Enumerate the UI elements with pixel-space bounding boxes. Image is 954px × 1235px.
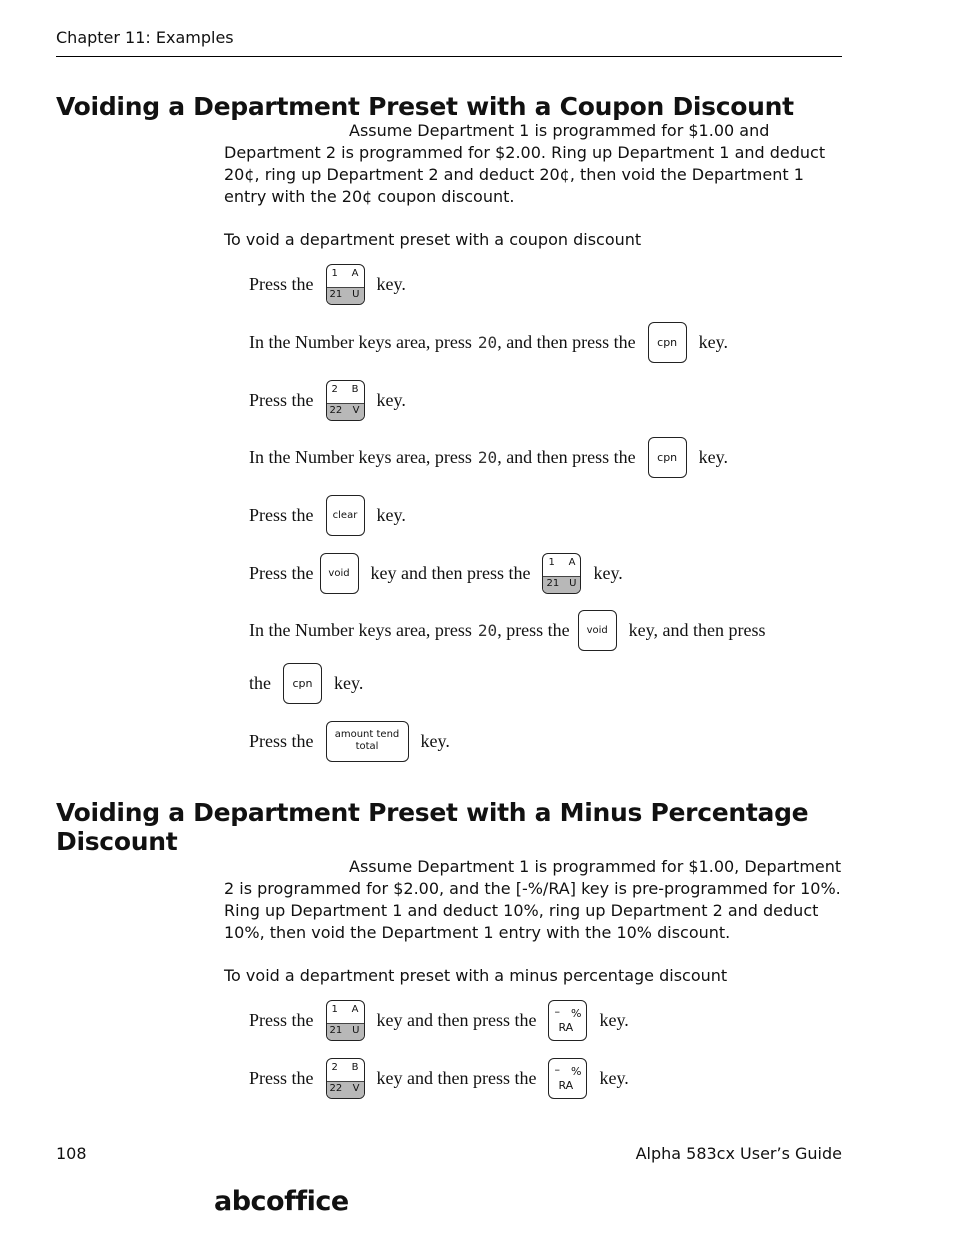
intro-first-line: Assume Department 1 is programmed for $1.00 and [349,121,770,140]
running-header: Chapter 11: Examples [56,28,234,47]
section-intro-coupon [224,120,842,208]
cpn-key: cpn [283,663,322,704]
minus-percent-ra-key: – % RA [548,1000,587,1041]
step-press-dept1: Press the 1 A 21 U key. [249,261,406,307]
header-rule [56,56,842,57]
dept1-key: 1 A 21 U [326,264,365,305]
step-number-void-cont: the cpn key. [249,660,363,706]
step-void-dept1: Press the void key and then press the 1 A 21 U key. [249,550,623,596]
number-value: 20 [477,620,498,640]
dept2-key: 2 B 22 V [326,380,365,421]
cpn-key: cpn [648,437,687,478]
procedure-lead-coupon: To void a department preset with a coupon discount [224,230,642,249]
step-number-void: In the Number keys area, press 20 , press the void key, and then press [249,607,765,653]
clear-key: clear [326,495,365,536]
number-value: 20 [477,447,498,467]
section-intro-percentage [224,856,842,944]
brand-logo: abcoffice [214,1186,349,1217]
step-press-dept2: Press the 2 B 22 V key. [249,377,406,423]
step-press-clear: Press the clear key. [249,492,406,538]
step-number-cpn-1: In the Number keys area, press 20 , and then press the cpn key. [249,319,728,365]
dept1-key: 1 A 21 U [326,1000,365,1041]
procedure-lead-percentage: To void a department preset with a minus percentage discount [224,966,728,985]
dept1-key: 1 A 21 U [542,553,581,594]
intro-rest: Department 2 is programmed for $2.00. Ring up Department 1 and deduct 20¢, ring up Department 2 and deduct 20¢, then void the Department 1 entry with the 20¢ coupon discount. [224,143,826,206]
intro-rest: is programmed for $2.00, and the [-%/RA] key is pre-programmed for 10%. Ring up Department 1 and deduct 10%, ring up Department 2 and deduct 10%, then void the Department 1 entry with the 10% discount. [224,879,841,942]
number-value: 20 [477,332,498,352]
step-amount-tend: Press the amount tend total key. [249,718,450,764]
section-title-percentage: Voiding a Department Preset with a Minus Percentage Discount [56,798,809,856]
dept2-key: 2 B 22 V [326,1058,365,1099]
section-title-coupon: Voiding a Department Preset with a Coupon Discount [56,92,794,121]
page-number: 108 [56,1144,87,1163]
minus-percent-ra-key: – % RA [548,1058,587,1099]
amount-tend-key: amount tend total [326,721,409,762]
step-dept1-percent: Press the 1 A 21 U key and then press the – % RA key. [249,997,629,1043]
void-key: void [320,553,359,594]
cpn-key: cpn [648,322,687,363]
intro-first-line: Assume Department 1 is programmed for $1.00, Department 2 [224,857,842,898]
step-dept2-percent: Press the 2 B 22 V key and then press the – % RA key. [249,1055,629,1101]
step-number-cpn-2: In the Number keys area, press 20 , and then press the cpn key. [249,434,728,480]
guide-title: Alpha 583cx User’s Guide [635,1144,842,1163]
void-key: void [578,610,617,651]
